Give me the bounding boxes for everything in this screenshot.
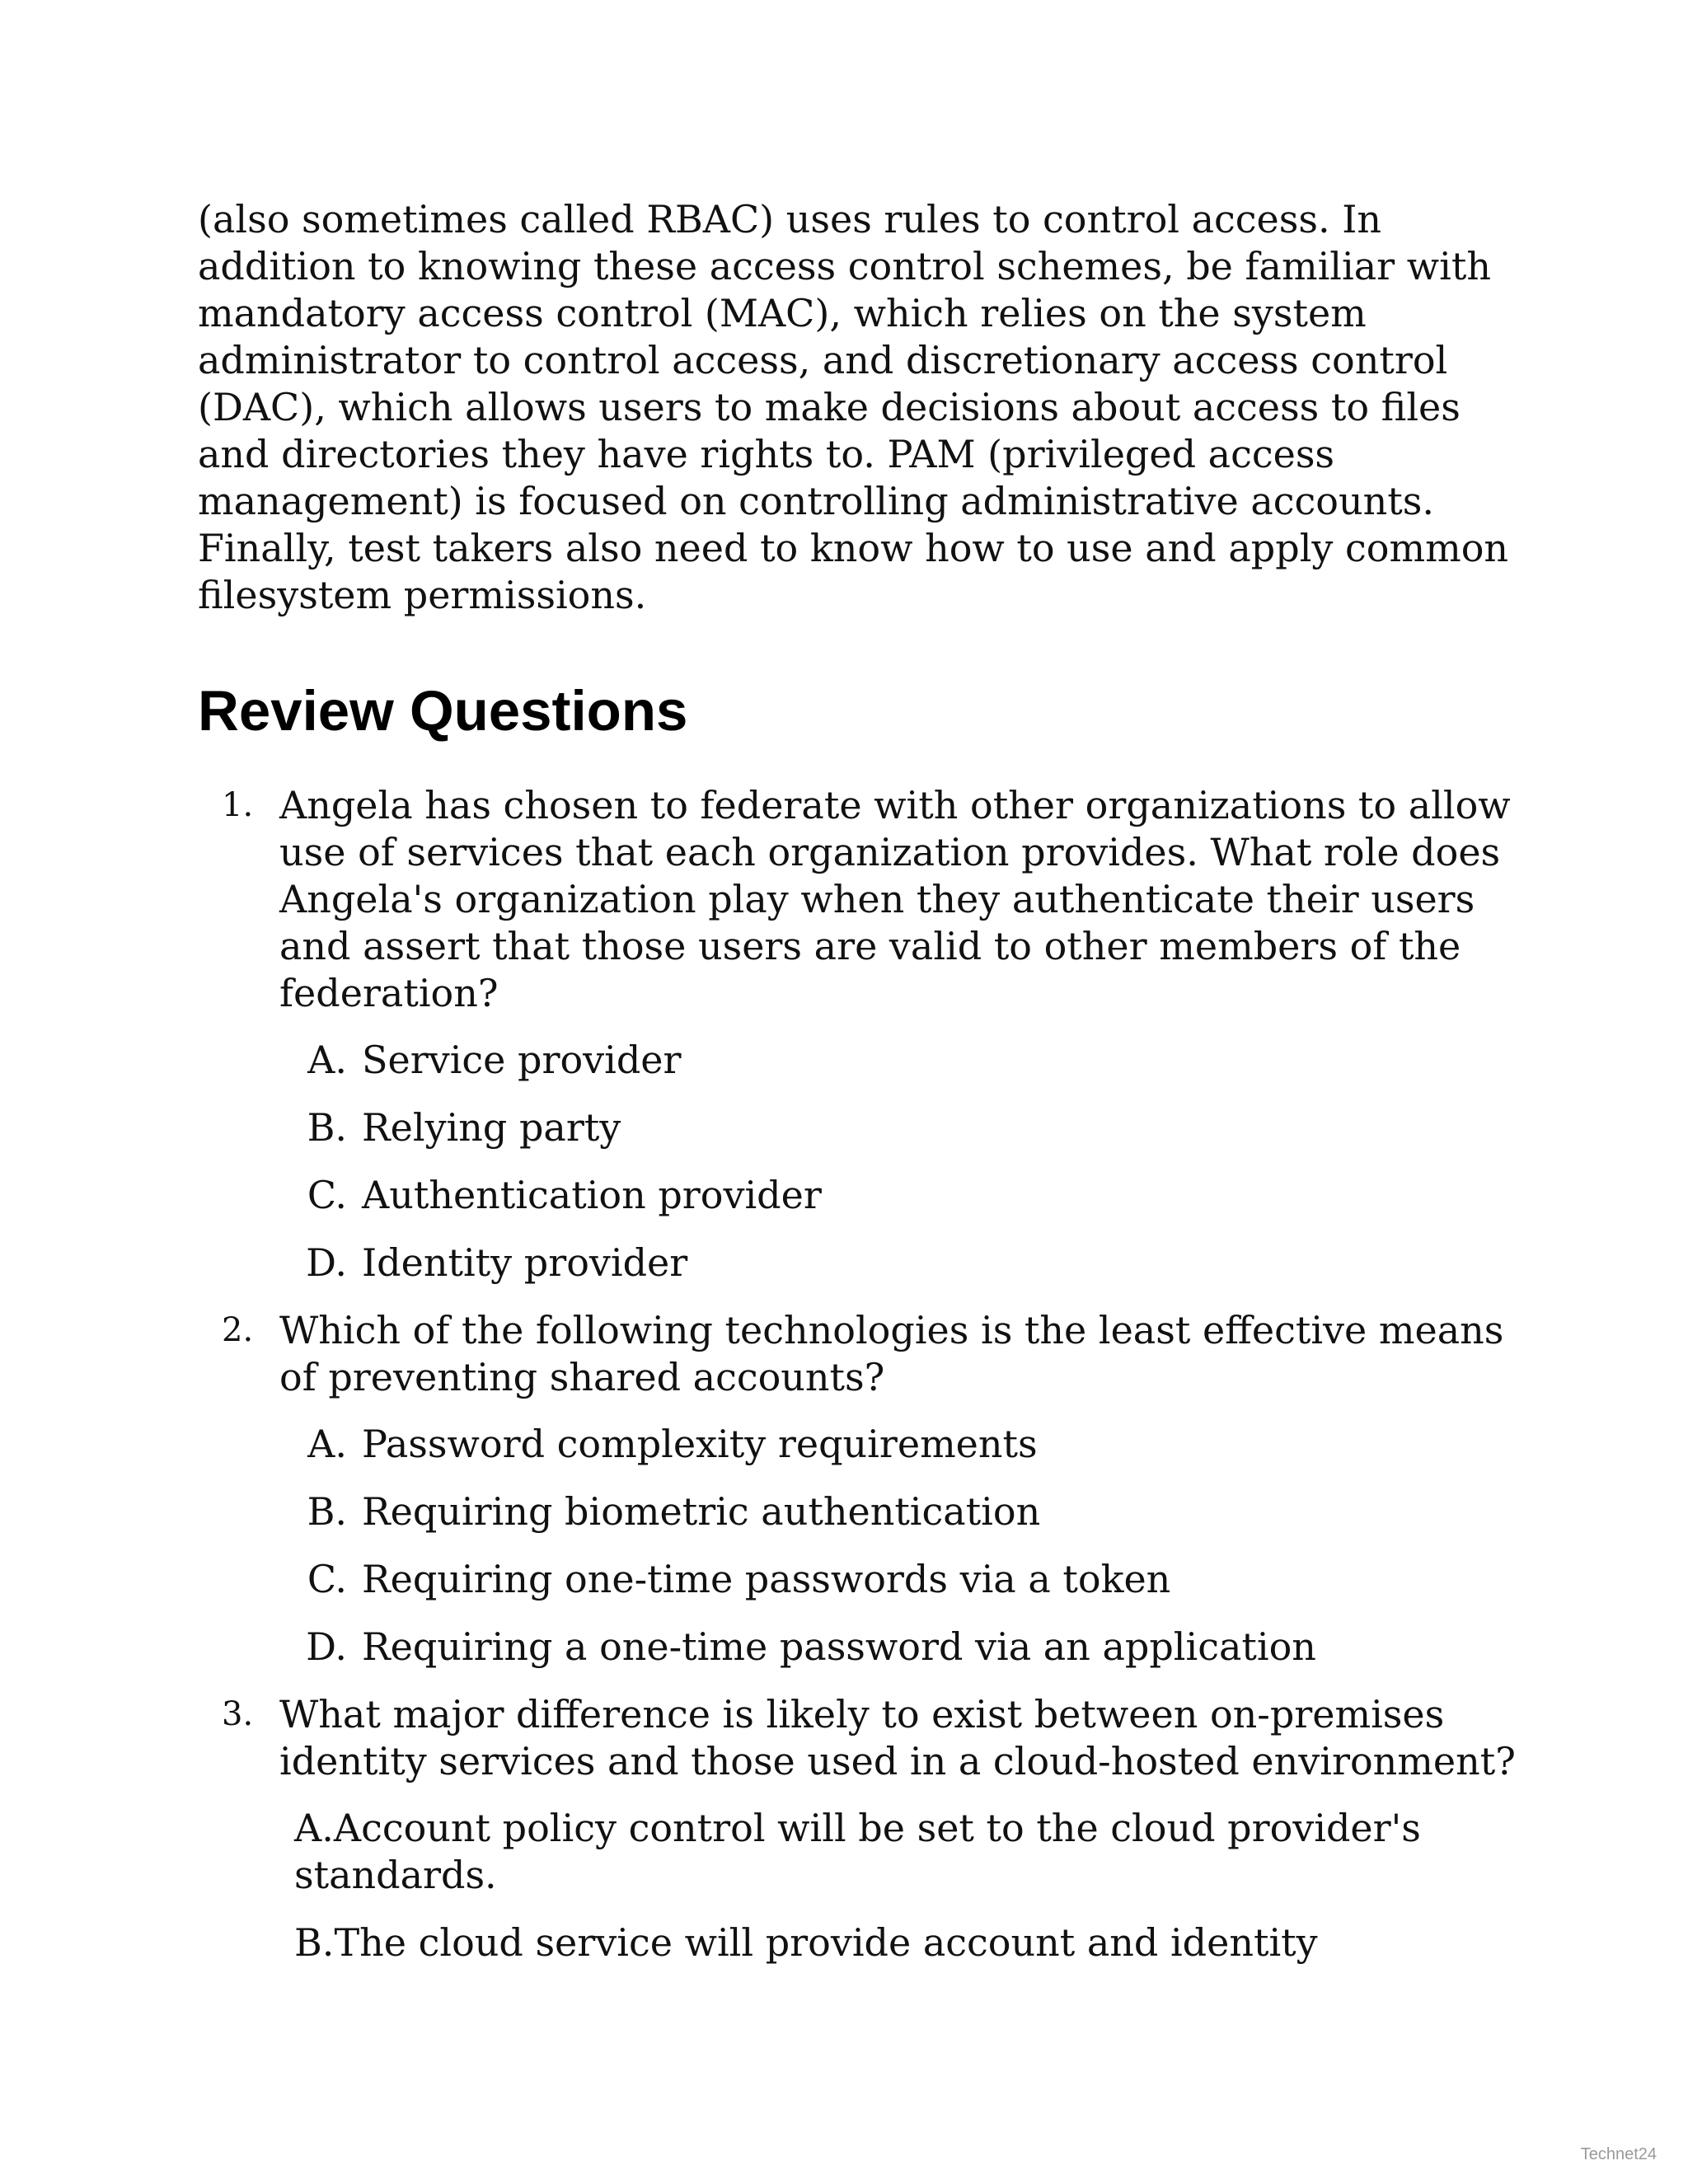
option-text: The cloud service will provide account and identity: [334, 1920, 1318, 1965]
question-2: [198, 1307, 1517, 1671]
option-letter: B.: [307, 1489, 347, 1534]
question-number: 3.: [222, 1695, 254, 1733]
option-letter: D.: [306, 1240, 347, 1285]
option-d: [279, 1240, 1517, 1286]
option-letter: B.: [307, 1105, 347, 1150]
option-text: Requiring one-time passwords via a token: [362, 1557, 1171, 1601]
option-c: [279, 1556, 1517, 1603]
question-3: [198, 1691, 1517, 1966]
section-heading: Review Questions: [198, 679, 688, 743]
option-text: Authentication provider: [362, 1173, 822, 1217]
option-text: Identity provider: [362, 1240, 688, 1285]
option-letter: D.: [306, 1624, 347, 1669]
option-text: Password complexity requirements: [362, 1422, 1038, 1466]
option-list: [279, 1421, 1517, 1671]
option-letter: C.: [307, 1173, 347, 1217]
option-text: Account policy control will be set to the cloud provider's standards.: [294, 1806, 1421, 1897]
page-content: [198, 196, 1517, 1987]
option-list: [279, 1037, 1517, 1286]
option-letter: A.: [307, 1422, 347, 1466]
option-letter: A.: [307, 1038, 347, 1082]
question-text: Angela has chosen to federate with other organizations to allow use of services that each organization provides. What role does Angela's organization play when they authenticate their users and assert that those users are valid to other members of the federation?: [279, 783, 1511, 1015]
question-text: What major difference is likely to exist between on-premises identity services and those used in a cloud-hosted environment?: [279, 1692, 1516, 1783]
question-list: [198, 782, 1517, 1966]
option-c: [279, 1172, 1517, 1219]
option-a: [279, 1037, 1517, 1084]
option-b: [279, 1488, 1517, 1535]
question-1: [198, 782, 1517, 1286]
question-number: 2.: [222, 1311, 254, 1349]
watermark: Technet24: [1580, 2145, 1657, 2163]
intro-paragraph: (also sometimes called RBAC) uses rules to control access. In addition to knowing these access control schemes, be familiar with mandatory access control (MAC), which relies on the system administrator to control access, and discretionary access control (DAC), which allows users to make decisions about access to files and directories they have rights to. PAM (privileged access management) is focused on controlling administrative accounts. Finally, test takers also need to know how to use and apply common filesystem permissions.: [198, 197, 1509, 617]
option-d: [279, 1624, 1517, 1671]
option-b: [279, 1104, 1517, 1151]
option-a: [279, 1421, 1517, 1468]
option-b: [294, 1919, 1517, 1966]
option-list: [279, 1805, 1517, 1966]
option-text: Requiring a one-time password via an application: [362, 1624, 1316, 1669]
option-letter: A.: [294, 1806, 334, 1850]
option-text: Relying party: [362, 1105, 621, 1150]
option-a: [294, 1805, 1517, 1899]
option-letter: C.: [307, 1557, 347, 1601]
option-text: Service provider: [362, 1038, 682, 1082]
question-number: 1.: [222, 786, 254, 824]
option-text: Requiring biometric authentication: [362, 1489, 1041, 1534]
question-text: Which of the following technologies is the least effective means of preventing shared accounts?: [279, 1308, 1504, 1399]
option-letter: B.: [294, 1920, 335, 1965]
